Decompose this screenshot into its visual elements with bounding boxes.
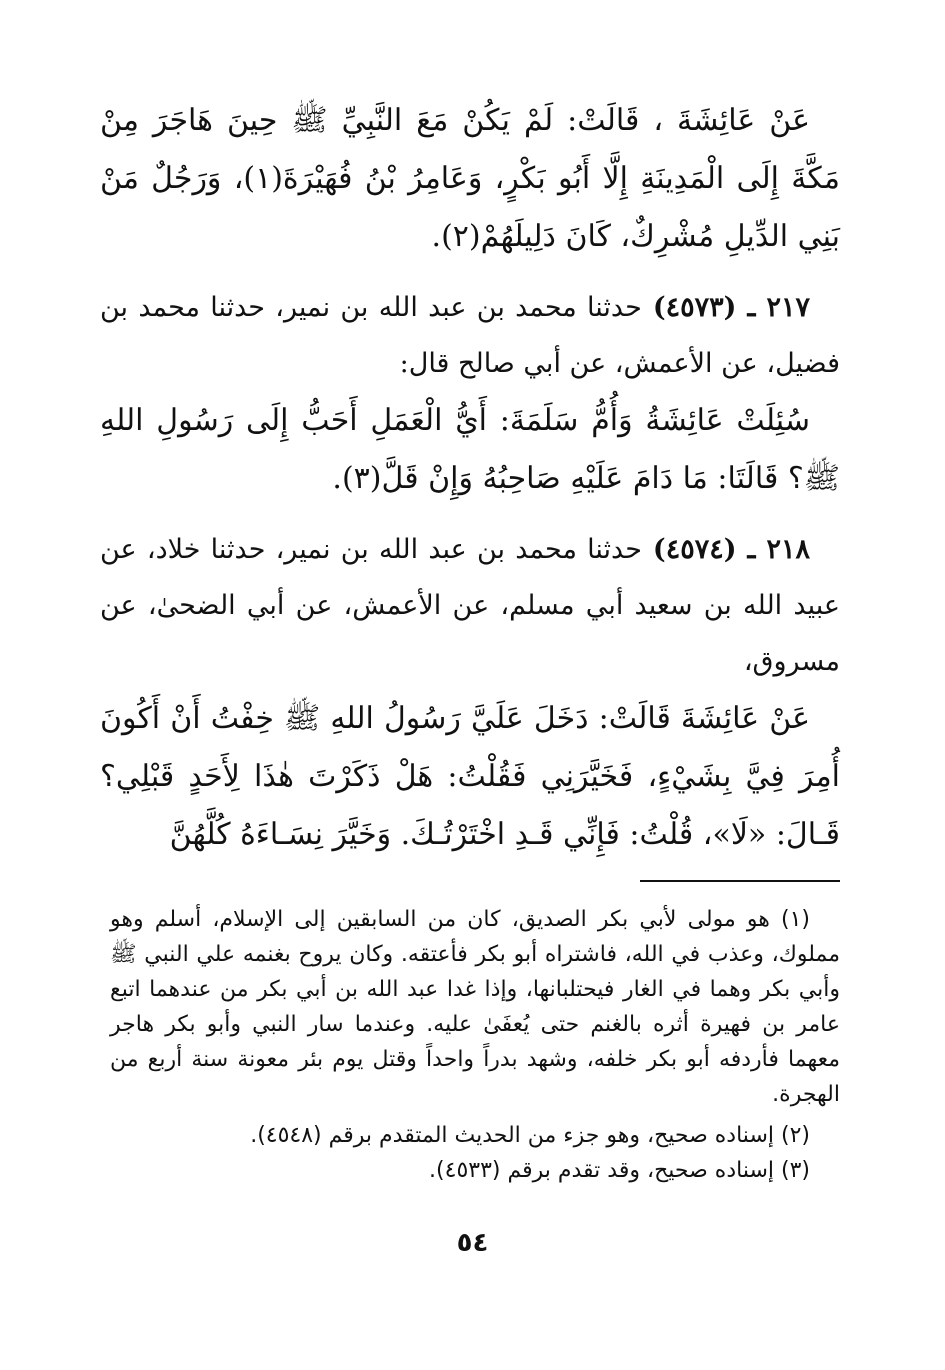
hadith-217-text [100,392,840,508]
hadith-218-isnad: حدثنا محمد بن عبد الله بن نمير، حدثنا خلاد، عن عبيد الله بن سعيد أبي مسلم، عن الأعمش، عن أبي الضحىٰ، عن مسروق، [100,534,840,677]
footnote-3: (٣) إسناده صحيح، وقد تقدم برقم (٤٥٣٣). [429,1158,810,1183]
footnote-1: (١) هو مولى لأبي بكر الصديق، كان من السابقين إلى الإسلام، أسلم وهو مملوك، وعذب في الله، فاشتراه أبو بكر فأعتقه. وكان يروح بغنمه علي النبي ﷺ وأبي بكر وهما في الغار فيحتلبانها، وإذا غدا عبد الله بن أبي بكر من عندهما اتبع عامر بن فهيرة أثره بالغنم حتى يُعفَىٰ عليه. وعندما سار النبي وأبو بكر هاجر معهما فأردفه أبو بكر خلفه، وشهد بدراً واحداً وقتل يوم بئر معونة سنة أربع من الهجرة. [110,907,840,1107]
hadith-218-text [100,690,840,864]
hadith-218-chain [100,522,840,690]
hadith-217-number: ٢١٧ ـ (٤٥٧٣) [652,292,810,323]
main-text [100,92,840,864]
footnotes [110,902,840,1188]
footnote-divider [640,880,840,882]
hadith-216-matn: عَنْ عَائِشَةَ ، قَالَتْ: لَمْ يَكُنْ مَعَ النَّبِيِّ ﷺ حِينَ هَاجَرَ مِنْ مَكَّةَ إِلَى الْمَدِينَةِ إِلَّا أَبُو بَكْرٍ، وَعَامِرُ بْنُ فُهَيْرَةَ(١)، وَرَجُلٌ مَنْ بَنِي الدِّيلِ مُشْرِكٌ، كَانَ دَلِيلَهُمْ(٢). [100,103,840,254]
hadith-218-number: ٢١٨ ـ (٤٥٧٤) [652,534,810,565]
hadith-216-text [100,92,840,266]
hadith-217-isnad: حدثنا محمد بن عبد الله بن نمير، حدثنا محمد بن فضيل، عن الأعمش، عن أبي صالح قال: [100,292,840,379]
hadith-218-matn: عَنْ عَائِشَةَ قَالَتْ: دَخَلَ عَلَيَّ رَسُولُ اللهِ ﷺ خِفْتُ أَنْ أَكُونَ أُمِرَ فِيَّ بِشَيْءٍ، فَخَيَّرَنِي فَقُلْتُ: هَلْ ذَكَرْتَ هٰذَا لِأَحَدٍ قَبْلِي؟ قَـالَ: «لَا»، قُلْتُ: فَإِنِّي قَـدِ اخْتَرْتُـكَ. وَخَيَّرَ نِسَـاءَهُ كُلَّهُنَّ [100,701,840,852]
footnote-2: (٢) إسناده صحيح، وهو جزء من الحديث المتقدم برقم (٤٥٤٨). [250,1123,810,1148]
hadith-217-matn: سُئِلَتْ عَائِشَةُ وَأُمُّ سَلَمَةَ: أَيُّ الْعَمَلِ أَحَبُّ إِلَى رَسُولِ اللهِ ﷺ؟ قَالَتَا: مَا دَامَ عَلَيْهِ صَاحِبُهُ وَإِنْ قَلَّ(٣). [100,403,840,496]
hadith-217-chain [100,280,840,392]
page-number: ٥٤ [456,1228,489,1258]
